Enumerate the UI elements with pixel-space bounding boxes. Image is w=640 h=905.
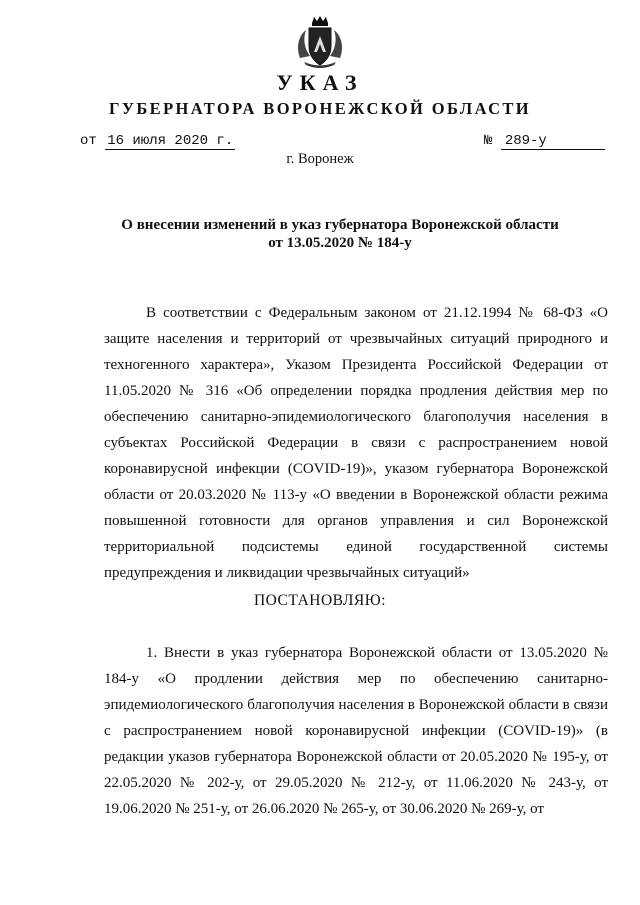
number-field <box>484 133 605 150</box>
date-value: 16 июля 2020 г. <box>107 133 234 149</box>
subject-line-1: О внесении изменений в указ губернатора Воронежской области <box>121 217 559 233</box>
number-prefix: № <box>484 133 493 149</box>
subject-heading <box>80 216 600 252</box>
document-subtitle: ГУБЕРНАТОРА ВОРОНЕЖСКОЙ ОБЛАСТИ <box>108 99 532 118</box>
subject-line-2: от 13.05.2020 № 184-у <box>268 235 412 251</box>
date-field <box>80 133 235 150</box>
item-1-paragraph: 1. Внести в указ губернатора Воронежской области от 13.05.2020 № 184-у «О продлении действия мер по обеспечению санитарно-эпидемиологического благополучия населения в Воронежской области в связи с распространением новой коронавирусной инфекции (COVID-19)» (в редакции указов губернатора Воронежской области от 20.05.2020 № 195-у, от 22.05.2020 № 202-у, от 29.05.2020 № 212-у, от 11.06.2020 № 243-у, от 19.06.2020 № 251-у, от 26.06.2020 № 265-у, от 30.06.2020 № 269-у, от <box>104 645 608 817</box>
date-prefix: от <box>80 133 97 149</box>
document-title: УКАЗ <box>276 70 364 95</box>
preamble-paragraph: В соответствии с Федеральным законом от 21.12.1994 № 68-ФЗ «О защите населения и территорий от чрезвычайных ситуаций природного и техногенного характера», Указом Президента Российской Федерации от 11.05.2020 № 316 «Об определении порядка продления действия мер по обеспечению санитарно-эпидемиологического благополучия населения в субъектах Российской Федерации в связи с распространением новой коронавирусной инфекции (COVID-19)», указом губернатора Воронежской области от 20.03.2020 № 113-у «О введении в Воронежской области режима повышенной готовности для органов управления и сил Воронежской территориальной подсистемы единой государственной системы предупреждения и ликвидации чрезвычайных ситуаций» <box>104 305 608 581</box>
decree-word: ПОСТАНОВЛЯЮ: <box>253 592 387 609</box>
city-label: г. Воронеж <box>286 151 354 167</box>
number-value: 289-у <box>501 133 605 150</box>
coat-of-arms-icon <box>292 14 348 70</box>
